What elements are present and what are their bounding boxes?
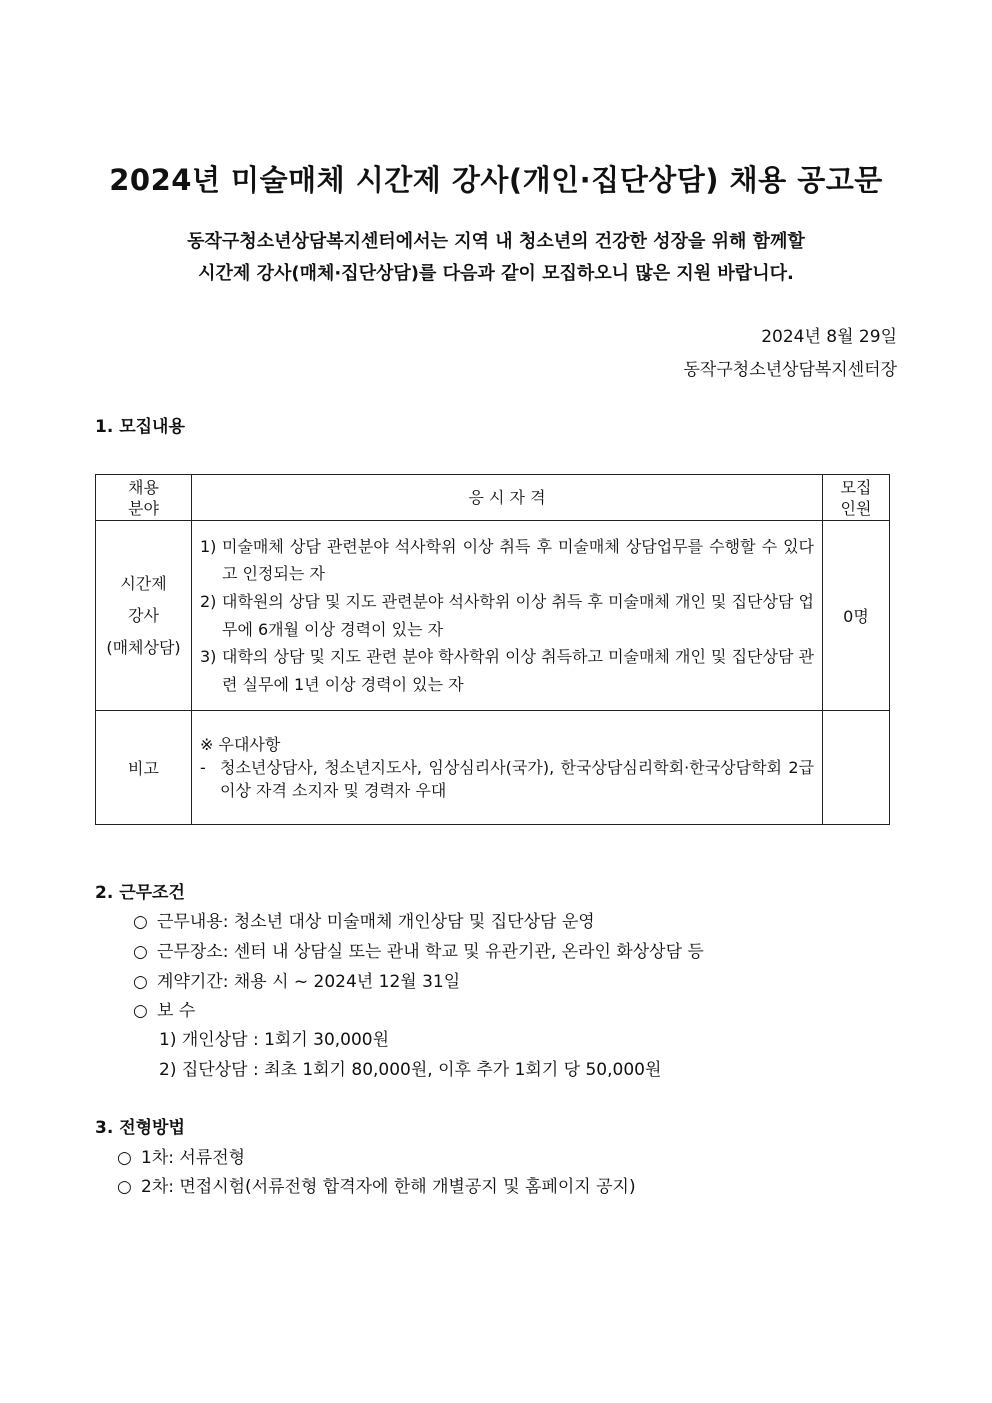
count-cell — [823, 521, 890, 711]
header-qualification: 응 시 자 격 — [468, 488, 546, 507]
header-count-line2: 인원 — [840, 498, 872, 518]
page-title: 2024년 미술매체 시간제 강사(개인·집단상담) 채용 공고문 — [109, 163, 883, 197]
note-empty-cell — [823, 711, 890, 825]
note-content-cell — [192, 711, 823, 825]
field-line2: 강사 — [128, 605, 159, 625]
pay-individual: 1) 개인상담 : 1회기 30,000원 — [159, 1030, 390, 1050]
list-item — [133, 996, 195, 1021]
pay-label: 보 수 — [157, 1001, 196, 1021]
header-count-line1: 모집 — [840, 477, 872, 497]
note-dash: - — [200, 758, 206, 777]
qualification-text: 대학원의 상담 및 지도 관련분야 석사학위 이상 취득 후 미술매체 개인 및 집단상담 업무에 6개월 이상 경력이 있는 자 — [222, 591, 814, 639]
circle-bullet-icon: ○ — [133, 972, 148, 992]
list-item — [133, 937, 704, 962]
note-text: 청소년상담사, 청소년지도사, 임상심리사(국가), 한국상담심리학회·한국상담학회 2급 이상 자격 소지자 및 경력자 우대 — [220, 758, 814, 800]
qualification-text: 미술매체 상담 관련분야 석사학위 이상 취득 후 미술매체 상담업무를 수행할 수 있다고 인정되는 자 — [222, 536, 814, 584]
intro-line-2: 시간제 강사(매체·집단상담)를 다음과 같이 모집하오니 많은 지원 바랍니다. — [198, 263, 794, 284]
circle-bullet-icon: ○ — [117, 1148, 132, 1168]
work-place: 근무장소: 센터 내 상담실 또는 관내 학교 및 유관기관, 온라인 화상상담 등 — [157, 942, 704, 962]
circle-bullet-icon: ○ — [133, 942, 148, 962]
section3-heading: 3. 전형방법 — [95, 1118, 185, 1138]
header-field-line2: 분야 — [128, 498, 159, 518]
section1-heading: 1. 모집내용 — [95, 417, 185, 437]
qualification-text: 대학의 상담 및 지도 관련 분야 학사학위 이상 취득하고 미술매체 개인 및 집단상담 관련 실무에 1년 이상 경력이 있는 자 — [222, 647, 814, 694]
field-line1: 시간제 — [120, 573, 167, 593]
qualification-list — [192, 523, 822, 709]
qualification-number: 3) — [200, 647, 217, 667]
circle-bullet-icon: ○ — [133, 912, 148, 932]
note-label: 비고 — [128, 759, 159, 778]
list-item — [133, 967, 460, 992]
header-field-line1: 채용 — [128, 477, 159, 497]
list-item — [117, 1172, 636, 1197]
work-content: 근무내용: 청소년 대상 미술매체 개인상담 및 집단상담 운영 — [157, 912, 595, 932]
circle-bullet-icon: ○ — [133, 1001, 148, 1021]
list-item — [200, 533, 814, 588]
note-label-cell — [96, 711, 192, 825]
table-header-row — [96, 475, 890, 521]
header-field-cell — [96, 475, 192, 521]
issuer-name: 동작구청소년상담복지센터장 — [683, 360, 897, 380]
qualification-number: 2) — [200, 591, 217, 611]
stage-1: 1차: 서류전형 — [141, 1148, 246, 1168]
header-qualification-cell — [192, 475, 823, 521]
contract-period: 계약기간: 채용 시 ~ 2024년 12월 31일 — [157, 972, 461, 992]
note-box — [192, 727, 822, 808]
qualification-cell — [192, 521, 823, 711]
field-cell — [96, 521, 192, 711]
pay-group: 2) 집단상담 : 최초 1회기 80,000원, 이후 추가 1회기 당 50,000원 — [159, 1060, 662, 1080]
recruitment-table — [95, 474, 890, 825]
table-row — [96, 521, 890, 711]
table-row-note — [96, 711, 890, 825]
list-item — [200, 588, 814, 643]
list-item — [200, 643, 814, 698]
list-item — [133, 907, 595, 932]
intro-line-1: 동작구청소년상담복지센터에서는 지역 내 청소년의 건강한 성장을 위해 함께할 — [187, 231, 805, 252]
qualification-number: 1) — [200, 536, 217, 556]
header-count-cell — [823, 475, 890, 521]
field-line3: (매체상담) — [106, 637, 181, 657]
list-item — [117, 1143, 245, 1168]
note-item — [200, 756, 814, 802]
note-title: ※ 우대사항 — [200, 735, 281, 754]
announcement-date: 2024년 8월 29일 — [761, 327, 897, 347]
stage-2: 2차: 면접시험(서류전형 합격자에 한해 개별공지 및 홈페이지 공지) — [141, 1177, 636, 1197]
recruit-count: 0명 — [843, 607, 869, 626]
circle-bullet-icon: ○ — [117, 1177, 132, 1197]
section2-heading: 2. 근무조건 — [95, 883, 185, 903]
